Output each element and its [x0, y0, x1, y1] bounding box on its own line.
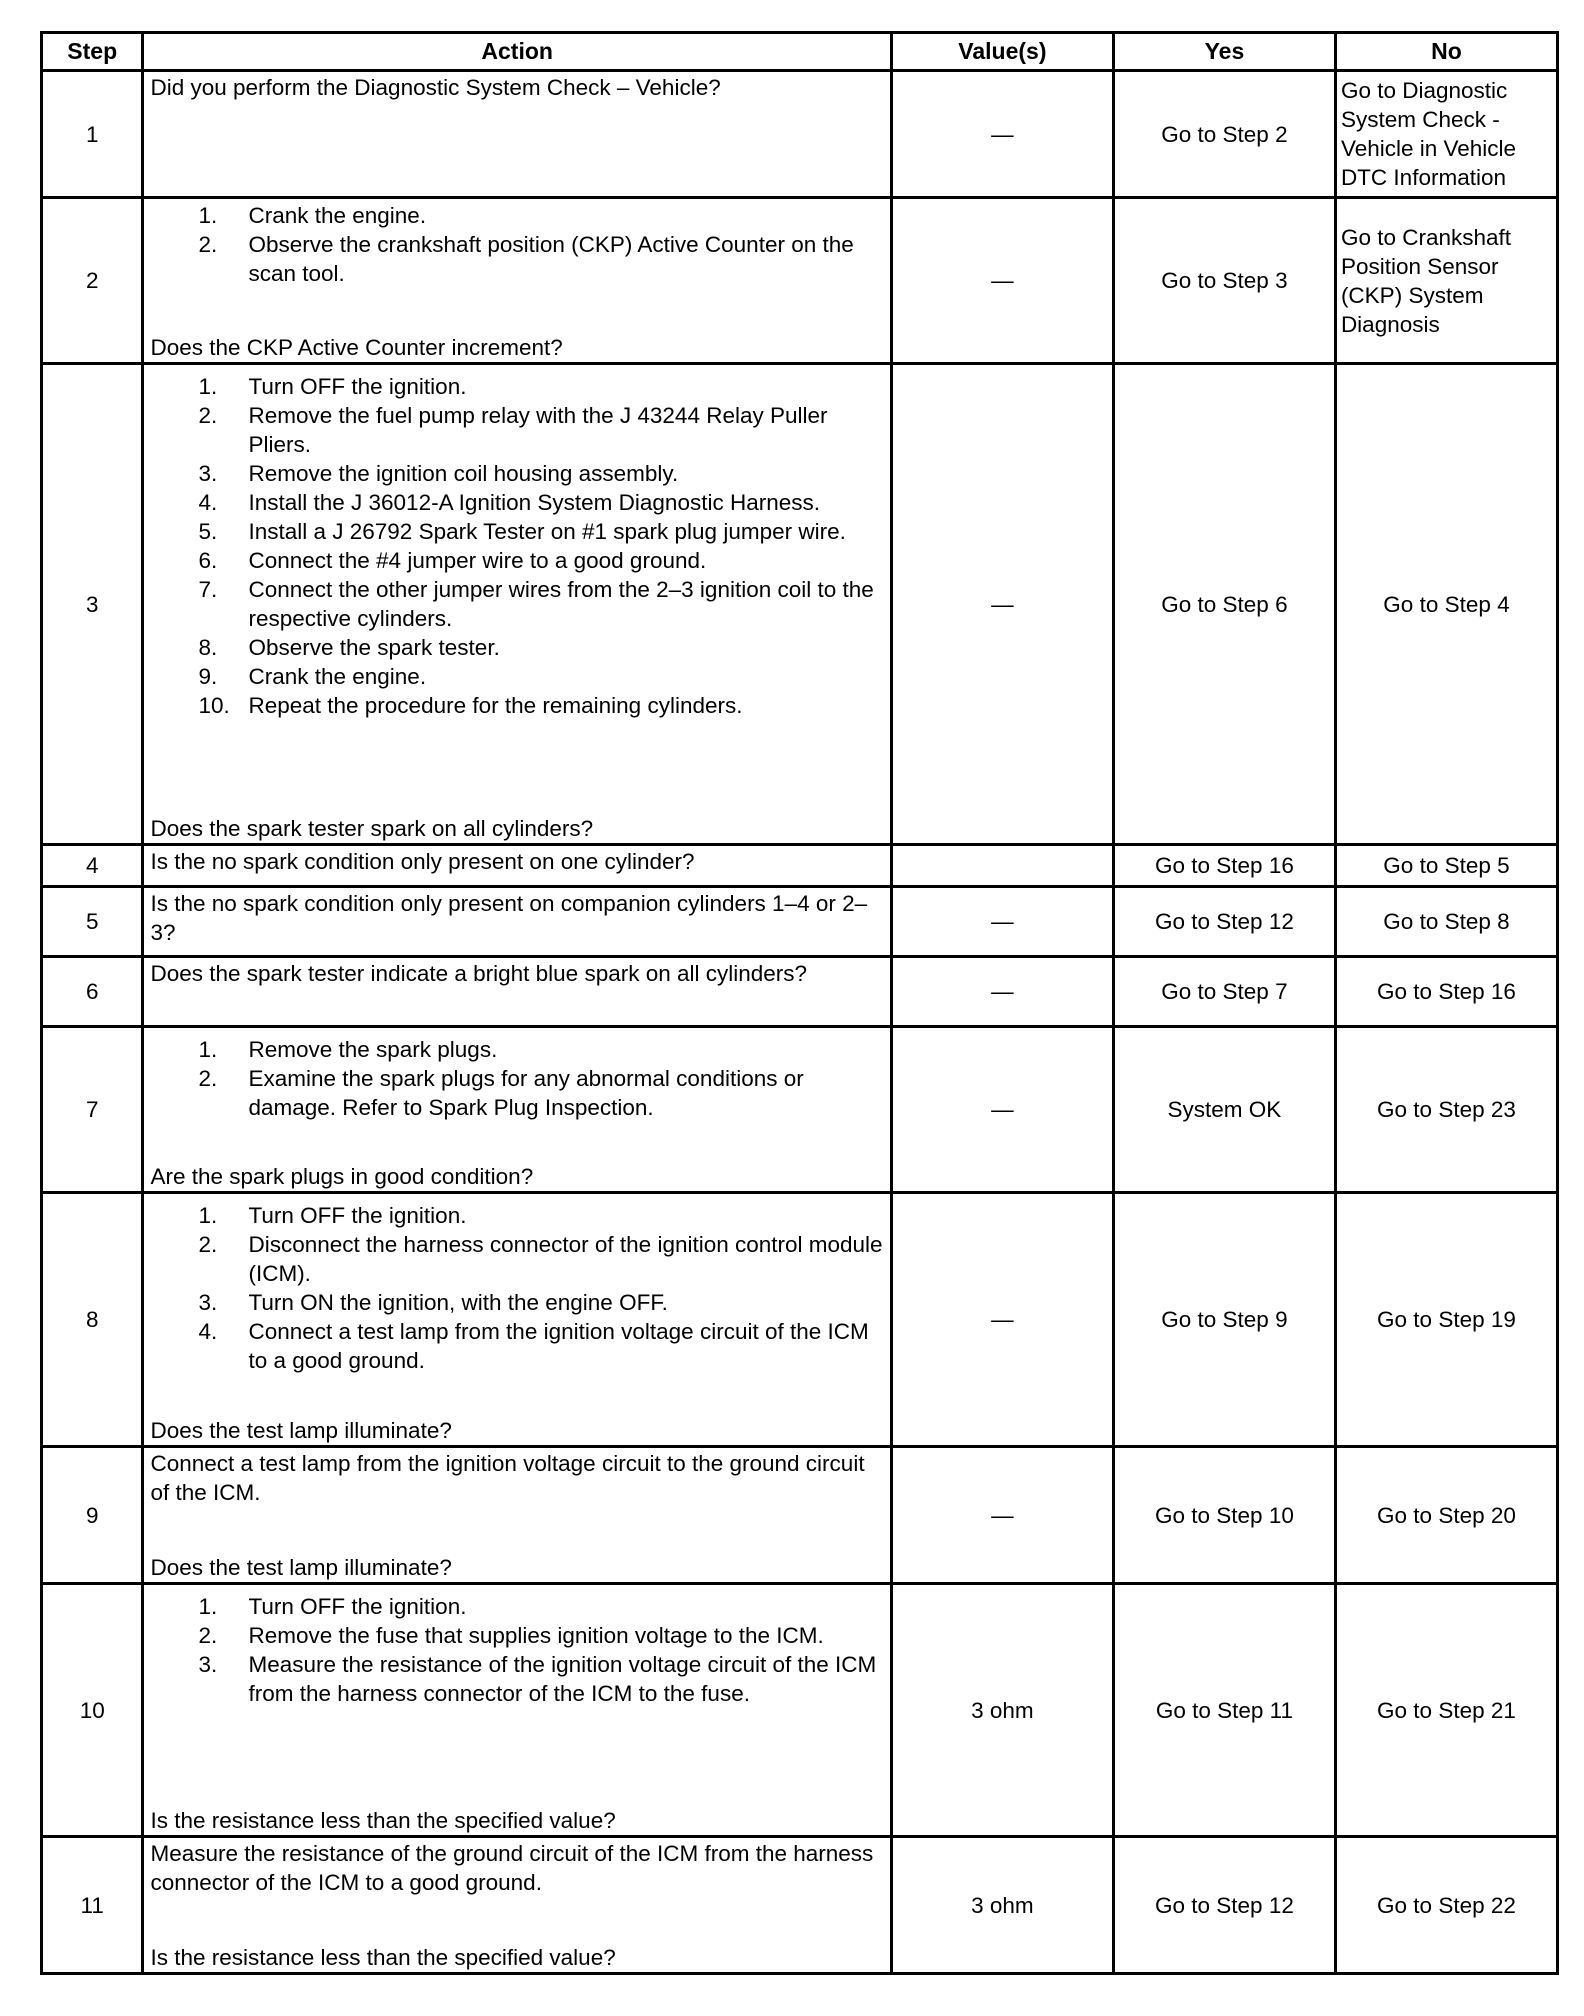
substep-text: Turn ON the ignition, with the engine OFF.	[248, 1289, 668, 1315]
substep-item	[150, 1201, 883, 1230]
substep-list	[150, 1035, 883, 1122]
table-body	[42, 71, 1558, 1974]
action-cell	[143, 887, 891, 957]
substep-text: Remove the fuse that supplies ignition voltage to the ICM.	[248, 1622, 824, 1648]
substep-item	[150, 633, 883, 662]
no-cell: Go to Step 8	[1335, 887, 1557, 957]
step-number: 2	[42, 198, 143, 364]
substep-text: Connect the #4 jumper wire to a good ground.	[248, 547, 707, 573]
substep-text: Crank the engine.	[248, 202, 427, 228]
substep-number: 5.	[198, 518, 218, 544]
substep-item	[150, 1035, 883, 1064]
header-row	[42, 33, 1558, 71]
action-question: Does the spark tester spark on all cylinders?	[150, 815, 594, 841]
yes-cell: Go to Step 7	[1113, 957, 1335, 1027]
substep-item	[150, 459, 883, 488]
header-step: Step	[42, 33, 143, 71]
table-row	[42, 1193, 1558, 1447]
no-cell: Go to Crankshaft Position Sensor (CKP) System Diagnosis	[1335, 198, 1557, 364]
substep-item	[150, 1650, 883, 1708]
table-row	[42, 1447, 1558, 1584]
substep-text: Remove the fuel pump relay with the J 43244 Relay Puller Pliers.	[248, 402, 828, 457]
substep-text: Measure the resistance of the ignition voltage circuit of the ICM from the harness connector of the ICM to the fuse.	[248, 1651, 877, 1706]
step-number: 3	[42, 364, 143, 845]
action-text: Does the spark tester indicate a bright blue spark on all cylinders?	[150, 960, 808, 986]
value-cell: —	[891, 364, 1113, 845]
action-text: Measure the resistance of the ground circuit of the ICM from the harness connector of the ICM to a good ground.	[150, 1840, 874, 1895]
action-cell	[143, 957, 891, 1027]
substep-text: Crank the engine.	[248, 663, 427, 689]
action-question: Are the spark plugs in good condition?	[150, 1163, 534, 1189]
no-cell: Go to Step 4	[1335, 364, 1557, 845]
header-no: No	[1335, 33, 1557, 71]
substep-list	[150, 1201, 883, 1375]
value-cell: —	[891, 71, 1113, 198]
action-cell	[143, 1584, 891, 1837]
substep-number: 1.	[198, 1593, 218, 1619]
step-number: 1	[42, 71, 143, 198]
substep-number: 9.	[198, 663, 218, 689]
value-cell: —	[891, 1447, 1113, 1584]
yes-cell: System OK	[1113, 1027, 1335, 1193]
no-cell: Go to Step 22	[1335, 1837, 1557, 1974]
substep-number: 4.	[198, 1318, 218, 1344]
substep-text: Install the J 36012-A Ignition System Diagnostic Harness.	[248, 489, 820, 515]
table-row	[42, 1837, 1558, 1974]
action-question: Is the resistance less than the specified value?	[150, 1807, 616, 1833]
substep-number: 1.	[198, 373, 218, 399]
substep-number: 1.	[198, 1202, 218, 1228]
substep-text: Remove the spark plugs.	[248, 1036, 498, 1062]
action-cell	[143, 71, 891, 198]
substep-text: Remove the ignition coil housing assembly.	[248, 460, 679, 486]
step-number: 7	[42, 1027, 143, 1193]
substep-item	[150, 1288, 883, 1317]
substep-list	[150, 1592, 883, 1708]
substep-item	[150, 1592, 883, 1621]
no-cell: Go to Diagnostic System Check - Vehicle in Vehicle DTC Information	[1335, 71, 1557, 198]
table-row	[42, 364, 1558, 845]
substep-text: Disconnect the harness connector of the ignition control module (ICM).	[248, 1231, 883, 1286]
substep-number: 2.	[198, 231, 218, 257]
substep-item	[150, 1064, 883, 1122]
no-cell: Go to Step 23	[1335, 1027, 1557, 1193]
action-text: Did you perform the Diagnostic System Check – Vehicle?	[150, 74, 721, 100]
substep-number: 10.	[198, 692, 230, 718]
substep-item	[150, 546, 883, 575]
table-row	[42, 198, 1558, 364]
substep-text: Connect the other jumper wires from the 2–3 ignition coil to the respective cylinders.	[248, 576, 874, 631]
substep-item	[150, 401, 883, 459]
action-cell	[143, 1837, 891, 1974]
yes-cell: Go to Step 16	[1113, 845, 1335, 887]
action-text: Connect a test lamp from the ignition voltage circuit to the ground circuit of the ICM.	[150, 1450, 865, 1505]
action-question: Is the resistance less than the specified value?	[150, 1944, 616, 1970]
action-question: Does the CKP Active Counter increment?	[150, 334, 563, 360]
header-values: Value(s)	[891, 33, 1113, 71]
action-cell	[143, 1193, 891, 1447]
substep-number: 1.	[198, 202, 218, 228]
substep-list	[150, 201, 883, 288]
substep-number: 8.	[198, 634, 218, 660]
action-cell	[143, 364, 891, 845]
no-cell: Go to Step 16	[1335, 957, 1557, 1027]
table-row	[42, 887, 1558, 957]
step-number: 4	[42, 845, 143, 887]
substep-list	[150, 372, 883, 720]
action-text: Is the no spark condition only present on companion cylinders 1–4 or 2–3?	[150, 890, 868, 945]
substep-number: 1.	[198, 1036, 218, 1062]
substep-number: 3.	[198, 460, 218, 486]
substep-item	[150, 201, 883, 230]
substep-number: 2.	[198, 1065, 218, 1091]
no-cell: Go to Step 19	[1335, 1193, 1557, 1447]
table-row	[42, 957, 1558, 1027]
diagnostic-page	[40, 31, 1559, 1975]
substep-text: Examine the spark plugs for any abnormal conditions or damage. Refer to Spark Plug Inspection.	[248, 1065, 804, 1120]
substep-number: 6.	[198, 547, 218, 573]
substep-item	[150, 662, 883, 691]
yes-cell: Go to Step 10	[1113, 1447, 1335, 1584]
value-cell: —	[891, 957, 1113, 1027]
step-number: 9	[42, 1447, 143, 1584]
substep-item	[150, 1317, 883, 1375]
substep-number: 2.	[198, 1231, 218, 1257]
yes-cell: Go to Step 6	[1113, 364, 1335, 845]
substep-text: Repeat the procedure for the remaining cylinders.	[248, 692, 743, 718]
header-yes: Yes	[1113, 33, 1335, 71]
substep-item	[150, 488, 883, 517]
value-cell: —	[891, 1193, 1113, 1447]
substep-text: Turn OFF the ignition.	[248, 373, 467, 399]
step-number: 11	[42, 1837, 143, 1974]
substep-item	[150, 1621, 883, 1650]
action-question: Does the test lamp illuminate?	[150, 1554, 452, 1580]
yes-cell: Go to Step 2	[1113, 71, 1335, 198]
action-cell	[143, 845, 891, 887]
substep-item	[150, 230, 883, 288]
yes-cell: Go to Step 12	[1113, 887, 1335, 957]
substep-number: 2.	[198, 1622, 218, 1648]
substep-number: 7.	[198, 576, 218, 602]
action-cell	[143, 198, 891, 364]
substep-item	[150, 1230, 883, 1288]
table-row	[42, 1027, 1558, 1193]
step-number: 6	[42, 957, 143, 1027]
table-row	[42, 71, 1558, 198]
substep-item	[150, 575, 883, 633]
yes-cell: Go to Step 3	[1113, 198, 1335, 364]
value-cell: 3 ohm	[891, 1584, 1113, 1837]
yes-cell: Go to Step 12	[1113, 1837, 1335, 1974]
substep-text: Install a J 26792 Spark Tester on #1 spark plug jumper wire.	[248, 518, 846, 544]
table-row	[42, 845, 1558, 887]
no-cell: Go to Step 21	[1335, 1584, 1557, 1837]
yes-cell: Go to Step 9	[1113, 1193, 1335, 1447]
substep-item	[150, 691, 883, 720]
value-cell: 3 ohm	[891, 1837, 1113, 1974]
substep-text: Observe the spark tester.	[248, 634, 500, 660]
substep-text: Turn OFF the ignition.	[248, 1202, 467, 1228]
substep-text: Connect a test lamp from the ignition voltage circuit of the ICM to a good ground.	[248, 1318, 869, 1373]
yes-cell: Go to Step 11	[1113, 1584, 1335, 1837]
substep-number: 2.	[198, 402, 218, 428]
action-cell	[143, 1447, 891, 1584]
action-text: Is the no spark condition only present on one cylinder?	[150, 848, 695, 874]
value-cell	[891, 845, 1113, 887]
step-number: 8	[42, 1193, 143, 1447]
step-number: 10	[42, 1584, 143, 1837]
substep-number: 3.	[198, 1651, 218, 1677]
substep-text: Observe the crankshaft position (CKP) Active Counter on the scan tool.	[248, 231, 854, 286]
table-row	[42, 1584, 1558, 1837]
substep-text: Turn OFF the ignition.	[248, 1593, 467, 1619]
value-cell: —	[891, 198, 1113, 364]
diagnostic-table	[40, 31, 1559, 1975]
substep-number: 3.	[198, 1289, 218, 1315]
substep-number: 4.	[198, 489, 218, 515]
no-cell: Go to Step 5	[1335, 845, 1557, 887]
substep-item	[150, 517, 883, 546]
value-cell: —	[891, 887, 1113, 957]
substep-item	[150, 372, 883, 401]
value-cell: —	[891, 1027, 1113, 1193]
step-number: 5	[42, 887, 143, 957]
no-cell: Go to Step 20	[1335, 1447, 1557, 1584]
header-action: Action	[143, 33, 891, 71]
action-question: Does the test lamp illuminate?	[150, 1417, 452, 1443]
action-cell	[143, 1027, 891, 1193]
